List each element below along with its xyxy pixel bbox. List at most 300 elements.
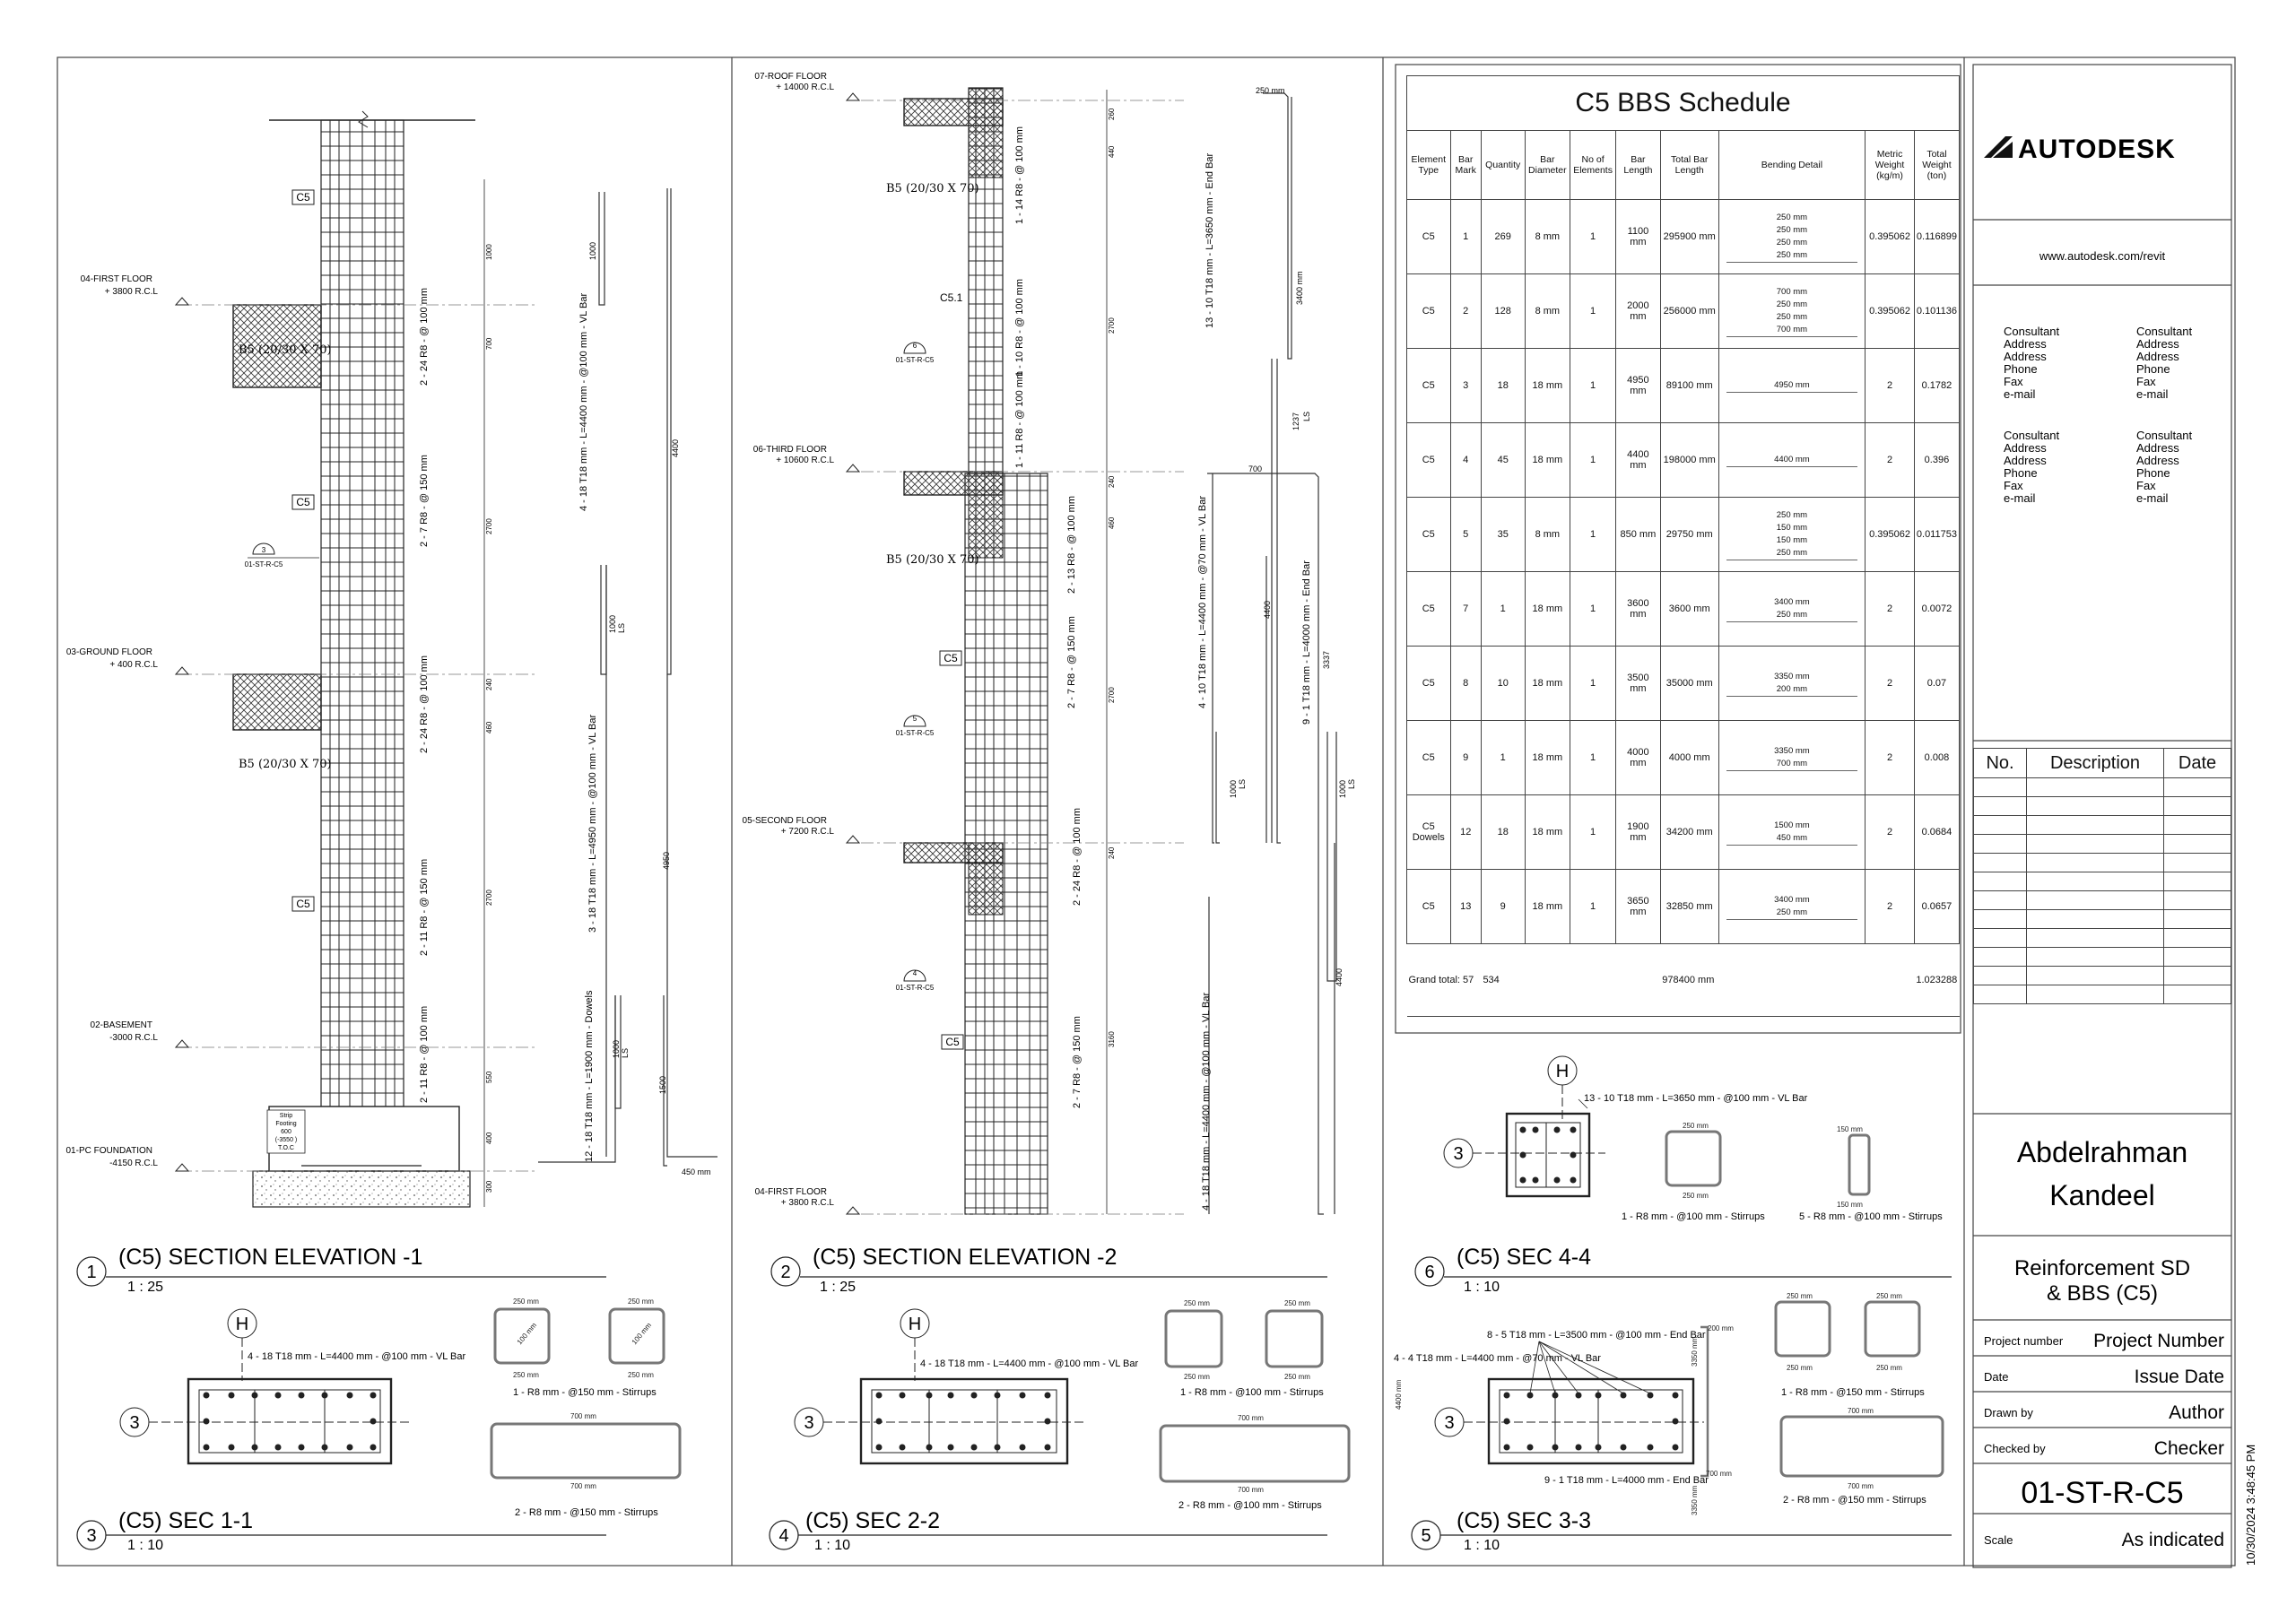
- bbs-title: C5 BBS Schedule: [1407, 76, 1960, 131]
- revision-cell: [1974, 872, 2027, 891]
- bbs-cell-kgm: 2: [1866, 423, 1915, 498]
- footing-note: Strip: [279, 1113, 293, 1119]
- field-value: Issue Date: [2134, 1367, 2224, 1387]
- revision-row: [1974, 929, 2231, 948]
- dimension: 300: [485, 1180, 493, 1193]
- consultant-line: e-mail: [2004, 491, 2036, 505]
- view-number: 4: [778, 1526, 789, 1546]
- bbs-cell-dia: 18 mm: [1525, 572, 1570, 647]
- bend-dimension: 3400 mm: [1774, 596, 1810, 607]
- callout-number: 3: [261, 546, 266, 554]
- stirrup-dim: 700 mm: [570, 1412, 596, 1420]
- bending-detail: [1718, 795, 1866, 870]
- total-qty: 534: [1481, 944, 1525, 1017]
- dimension: 460: [485, 721, 493, 733]
- revision-cell: [2164, 910, 2231, 929]
- section-bar-callout: 4 - 18 T18 mm - L=4400 mm - @100 mm - VL Bar: [248, 1351, 466, 1362]
- stirrup-dim: 200 mm: [1708, 1324, 1734, 1332]
- bend-dimension: 250 mm: [1776, 609, 1808, 620]
- level-label: 01-PC FOUNDATION: [65, 1146, 152, 1156]
- dimension: 2700: [485, 518, 493, 534]
- stirrup-callout: 5 - R8 mm - @100 mm - Stirrups: [1799, 1211, 1943, 1222]
- stirrup-dim: 250 mm: [1284, 1299, 1310, 1307]
- revision-cell: [2164, 948, 2231, 967]
- dimension: 240: [485, 678, 493, 690]
- bar-dim: 1000: [608, 614, 617, 633]
- revision-row: [1974, 891, 2231, 910]
- revision-cell: [2027, 854, 2164, 872]
- bend-dimension: 700 mm: [1776, 286, 1808, 297]
- stirrup-label: 2 - 13 R8 - @ 100 mm: [1066, 496, 1077, 594]
- revision-cell: [1974, 816, 2027, 835]
- stirrup-dim: 4400 mm: [1395, 1379, 1403, 1410]
- field-value: Project Number: [2093, 1331, 2224, 1351]
- consultant-line: Phone: [2004, 466, 2038, 480]
- revision-row: [1974, 854, 2231, 872]
- dimension: 2700: [1108, 317, 1116, 334]
- bbs-cell-type: C5 Dowels: [1407, 795, 1451, 870]
- bbs-cell-n: 1: [1570, 647, 1616, 721]
- consultant-line: Consultant: [2004, 325, 2060, 338]
- level-elevation: + 14000 R.C.L: [776, 82, 834, 92]
- revision-cell: [2164, 929, 2231, 948]
- beam-tag: B5 (20/30 X 70): [239, 758, 332, 771]
- bbs-cell-qty: 1: [1481, 572, 1525, 647]
- bbs-cell-qty: 18: [1481, 795, 1525, 870]
- bar-dim: 250 mm: [1256, 86, 1285, 95]
- view-title: (C5) SEC 2-2: [805, 1508, 941, 1533]
- beam-tag: B5 (20/30 X 70): [886, 182, 979, 195]
- bbs-cell-mark: 12: [1450, 795, 1481, 870]
- bbs-cell-qty: 35: [1481, 498, 1525, 572]
- bbs-cell-ton: 0.116899: [1914, 200, 1959, 274]
- bbs-cell-qty: 45: [1481, 423, 1525, 498]
- stirrup-label: 2 - 7 R8 - @ 150 mm: [1072, 1016, 1083, 1108]
- col-quantity: Quantity: [1481, 131, 1525, 200]
- consultant-line: Fax: [2004, 375, 2023, 388]
- bend-dimension: 1500 mm: [1774, 820, 1810, 830]
- bar-dim: 3400 mm: [1295, 271, 1304, 305]
- view-number: 2: [780, 1263, 791, 1282]
- bbs-cell-kgm: 2: [1866, 572, 1915, 647]
- stirrup-label: 2 - 24 R8 - @ 100 mm: [419, 655, 430, 753]
- sheet-name: Reinforcement SD & BBS (C5): [2013, 1256, 2191, 1306]
- bbs-cell-ton: 0.0657: [1914, 870, 1959, 944]
- revision-row: [1974, 967, 2231, 985]
- view-title: (C5) SECTION ELEVATION -1: [118, 1245, 423, 1270]
- col-bar-diameter: Bar Diameter: [1525, 131, 1570, 200]
- bar-dim: 1000: [588, 241, 597, 260]
- column-tag: C5: [296, 898, 310, 910]
- revision-cell: [2027, 872, 2164, 891]
- column-tag: C5.1: [940, 291, 963, 304]
- grid-tag: H: [1555, 1062, 1570, 1081]
- stirrup-callout: 1 - R8 mm - @100 mm - Stirrups: [1622, 1211, 1765, 1222]
- bend-dimension: 250 mm: [1776, 224, 1808, 235]
- field-label: Drawn by: [1984, 1406, 2033, 1419]
- bbs-cell-len: 3600 mm: [1616, 572, 1661, 647]
- bend-dimension: 4950 mm: [1774, 379, 1810, 390]
- bend-dimension: 700 mm: [1776, 324, 1808, 334]
- stirrup-label: 1 - 11 R8 - @ 100 mm: [1014, 370, 1025, 468]
- dimension: 460: [1108, 516, 1116, 529]
- col-bending-detail: Bending Detail: [1718, 131, 1866, 200]
- rev-col-date: Date: [2164, 749, 2231, 778]
- callout-sheet: 01-ST-R-C5: [895, 984, 935, 992]
- consultant-line: Address: [2136, 441, 2179, 455]
- bbs-cell-kgm: 2: [1866, 795, 1915, 870]
- bbs-cell-len: 4000 mm: [1616, 721, 1661, 795]
- view-number: 3: [86, 1526, 97, 1546]
- section-bar-callout: 4 - 4 T18 mm - L=4400 mm - @70 mm - VL Bar: [1394, 1353, 1601, 1364]
- bbs-cell-len: 3650 mm: [1616, 870, 1661, 944]
- bend-dimension: 3350 mm: [1774, 745, 1810, 756]
- bar-dim: LS: [617, 622, 626, 633]
- stirrup-label: 2 - 11 R8 - @ 100 mm: [419, 1005, 430, 1103]
- view-number: 1: [86, 1263, 97, 1282]
- revision-cell: [2027, 816, 2164, 835]
- bbs-cell-len: 1100 mm: [1616, 200, 1661, 274]
- bending-detail: [1718, 200, 1866, 274]
- level-elevation: + 400 R.C.L: [109, 660, 158, 670]
- stirrup-dim: 100 mm: [515, 1321, 539, 1347]
- bbs-cell-tot: 89100 mm: [1660, 349, 1718, 423]
- grid-tag: H: [908, 1315, 922, 1334]
- bend-dimension: 4400 mm: [1774, 454, 1810, 464]
- rev-col-no: No.: [1974, 749, 2027, 778]
- bar-callout: 3 - 18 T18 mm - L=4950 mm - @100 mm - VL Bar: [587, 714, 598, 933]
- stirrup-label: 2 - 7 R8 - @ 150 mm: [419, 455, 430, 547]
- revision-cell: [2164, 797, 2231, 816]
- bending-detail: [1718, 423, 1866, 498]
- callout-number: 4: [912, 969, 918, 977]
- footing-note: T.O.C: [278, 1145, 294, 1151]
- stirrup-dim: 700 mm: [1848, 1482, 1874, 1490]
- bar-callout: 13 - 10 T18 mm - L=3650 mm - End Bar: [1205, 152, 1215, 328]
- bbs-cell-dia: 8 mm: [1525, 498, 1570, 572]
- bbs-cell-dia: 18 mm: [1525, 647, 1570, 721]
- revision-row: [1974, 816, 2231, 835]
- dimension: 240: [1108, 475, 1116, 488]
- bar-callout: 4 - 18 T18 mm - L=4400 mm - @100 mm - VL Bar: [578, 292, 589, 511]
- stirrup-dim: 150 mm: [1837, 1201, 1863, 1209]
- bending-detail: [1718, 572, 1866, 647]
- level-label: 05-SECOND FLOOR: [742, 816, 827, 826]
- bbs-row: [1407, 200, 1960, 274]
- bar-callout: 9 - 1 T18 mm - L=4000 mm - End Bar: [1301, 560, 1312, 725]
- col-total-weight: Total Weight (ton): [1914, 131, 1959, 200]
- bbs-cell-tot: 198000 mm: [1660, 423, 1718, 498]
- bbs-cell-mark: 4: [1450, 423, 1481, 498]
- revision-cell: [2027, 778, 2164, 797]
- level-elevation: + 3800 R.C.L: [104, 287, 158, 297]
- revision-cell: [2164, 778, 2231, 797]
- footing-note: Footing: [275, 1121, 297, 1127]
- consultant-line: Consultant: [2004, 429, 2060, 442]
- bar-dim: 4950: [662, 851, 671, 870]
- bar-dim: 1500: [658, 1075, 667, 1094]
- bending-detail: [1718, 647, 1866, 721]
- callout-sheet: 01-ST-R-C5: [895, 356, 935, 364]
- beam-tag: B5 (20/30 X 70): [239, 343, 332, 357]
- stirrup-callout: 2 - R8 mm - @150 mm - Stirrups: [515, 1507, 658, 1518]
- bending-detail: [1718, 274, 1866, 349]
- bending-detail: [1718, 349, 1866, 423]
- stirrup-dim: 700 mm: [1848, 1407, 1874, 1415]
- bbs-cell-qty: 10: [1481, 647, 1525, 721]
- bend-dimension: 200 mm: [1776, 683, 1808, 694]
- stirrup-dim: 700 mm: [1706, 1470, 1732, 1478]
- bbs-schedule-table: [1406, 75, 1960, 1017]
- bbs-cell-ton: 0.396: [1914, 423, 1959, 498]
- stirrup-dim: 250 mm: [1184, 1373, 1210, 1381]
- revision-cell: [2164, 854, 2231, 872]
- bend-dimension: 150 mm: [1776, 534, 1808, 545]
- bbs-cell-dia: 18 mm: [1525, 795, 1570, 870]
- stirrup-label: 2 - 24 R8 - @ 100 mm: [1072, 808, 1083, 906]
- level-label: 04-FIRST FLOOR: [754, 1187, 827, 1197]
- bbs-cell-tot: 3600 mm: [1660, 572, 1718, 647]
- revision-cell: [2027, 948, 2164, 967]
- bbs-cell-ton: 0.0072: [1914, 572, 1959, 647]
- revision-cell: [2164, 835, 2231, 854]
- bend-dimension: 3400 mm: [1774, 894, 1810, 905]
- bar-dim: LS: [1302, 411, 1311, 421]
- stirrup-dim: 150 mm: [1837, 1125, 1863, 1133]
- view-scale: 1 : 10: [1464, 1538, 1500, 1553]
- bbs-cell-ton: 0.011753: [1914, 498, 1959, 572]
- bbs-cell-dia: 8 mm: [1525, 200, 1570, 274]
- stirrup-dim: 3350 mm: [1691, 1336, 1699, 1367]
- stirrup-dim: 700 mm: [1238, 1414, 1264, 1422]
- consultant-line: Consultant: [2136, 325, 2193, 338]
- bbs-cell-mark: 9: [1450, 721, 1481, 795]
- revision-cell: [1974, 929, 2027, 948]
- level-elevation: + 3800 R.C.L: [780, 1198, 834, 1208]
- view-scale: 1 : 25: [820, 1280, 857, 1295]
- bbs-cell-kgm: 2: [1866, 647, 1915, 721]
- bbs-cell-kgm: 0.395062: [1866, 200, 1915, 274]
- bbs-row: [1407, 423, 1960, 498]
- bar-dim: 1237: [1292, 412, 1300, 430]
- level-elevation: -4150 R.C.L: [109, 1159, 158, 1168]
- revision-cell: [1974, 778, 2027, 797]
- bbs-cell-n: 1: [1570, 870, 1616, 944]
- dimension: 440: [1108, 145, 1116, 158]
- bend-dimension: 250 mm: [1776, 237, 1808, 247]
- bbs-cell-type: C5: [1407, 274, 1451, 349]
- bar-dim: 1000: [1338, 779, 1347, 798]
- revision-cell: [1974, 797, 2027, 816]
- callout-number: 5: [912, 715, 918, 723]
- revision-row: [1974, 910, 2231, 929]
- bending-detail: [1718, 721, 1866, 795]
- bbs-cell-ton: 0.07: [1914, 647, 1959, 721]
- bbs-cell-tot: 295900 mm: [1660, 200, 1718, 274]
- bend-dimension: 250 mm: [1776, 547, 1808, 558]
- bbs-cell-ton: 0.101136: [1914, 274, 1959, 349]
- bbs-cell-kgm: 2: [1866, 870, 1915, 944]
- bbs-cell-tot: 32850 mm: [1660, 870, 1718, 944]
- level-label: 03-GROUND FLOOR: [65, 647, 152, 657]
- bbs-cell-mark: 8: [1450, 647, 1481, 721]
- dimension: 3160: [1108, 1031, 1116, 1047]
- stirrup-dim: 3350 mm: [1691, 1485, 1699, 1515]
- bbs-cell-dia: 18 mm: [1525, 870, 1570, 944]
- revision-row: [1974, 948, 2231, 967]
- bar-dim: 450 mm: [682, 1167, 711, 1176]
- field-label: Date: [1984, 1370, 2009, 1384]
- level-label: 04-FIRST FLOOR: [80, 274, 152, 284]
- bbs-cell-len: 2000 mm: [1616, 274, 1661, 349]
- stirrup-dim: 250 mm: [513, 1371, 539, 1379]
- revision-cell: [2027, 910, 2164, 929]
- consultant-line: Fax: [2136, 479, 2156, 492]
- consultant-line: Fax: [2004, 479, 2023, 492]
- consultant-line: Address: [2004, 337, 2047, 351]
- revision-row: [1974, 872, 2231, 891]
- stirrup-dim: 700 mm: [570, 1482, 596, 1490]
- bbs-cell-kgm: 0.395062: [1866, 274, 1915, 349]
- consultant-line: Phone: [2004, 362, 2038, 376]
- bbs-row: [1407, 498, 1960, 572]
- bar-dim: 4400: [1263, 600, 1272, 619]
- dimension: 260: [1108, 108, 1116, 120]
- bar-dim: 700: [1248, 464, 1263, 473]
- bbs-cell-len: 850 mm: [1616, 498, 1661, 572]
- bending-detail: [1718, 498, 1866, 572]
- bbs-cell-qty: 128: [1481, 274, 1525, 349]
- consultant-line: Address: [2004, 454, 2047, 467]
- bar-callout: 4 - 18 T18 mm - L=4400 mm - @100 mm - VL Bar: [1201, 992, 1212, 1211]
- bbs-row: [1407, 721, 1960, 795]
- revision-cell: [2164, 985, 2231, 1004]
- callout-sheet: 01-ST-R-C5: [895, 729, 935, 737]
- bar-dim: 1000: [1229, 779, 1238, 798]
- col-metric-weight: Metric Weight (kg/m): [1866, 131, 1915, 200]
- bend-dimension: 450 mm: [1776, 832, 1808, 843]
- bbs-cell-n: 1: [1570, 423, 1616, 498]
- callout-number: 6: [912, 342, 918, 350]
- field-label: Scale: [1984, 1533, 2013, 1547]
- bbs-cell-mark: 5: [1450, 498, 1481, 572]
- beam-tag: B5 (20/30 X 70): [886, 553, 979, 567]
- bend-dimension: 250 mm: [1776, 311, 1808, 322]
- stirrup-dim: 250 mm: [1284, 1373, 1310, 1381]
- stirrup-dim: 250 mm: [1683, 1122, 1709, 1130]
- bbs-row: [1407, 274, 1960, 349]
- section-bar-callout: 9 - 1 T18 mm - L=4000 mm - End Bar: [1544, 1475, 1709, 1486]
- dimension: 2700: [1108, 687, 1116, 703]
- bbs-cell-qty: 1: [1481, 721, 1525, 795]
- bbs-cell-dia: 8 mm: [1525, 274, 1570, 349]
- bbs-cell-dia: 18 mm: [1525, 423, 1570, 498]
- stirrup-dim: 250 mm: [1876, 1364, 1902, 1372]
- field-value: As indicated: [2121, 1530, 2224, 1550]
- bbs-cell-type: C5: [1407, 572, 1451, 647]
- stirrup-callout: 1 - R8 mm - @100 mm - Stirrups: [1180, 1387, 1324, 1398]
- col-element-type: Element Type: [1407, 131, 1451, 200]
- stirrup-callout: 2 - R8 mm - @100 mm - Stirrups: [1178, 1500, 1322, 1511]
- dimension: 240: [1108, 846, 1116, 859]
- revision-cell: [2027, 967, 2164, 985]
- section-bar-callout: 13 - 10 T18 mm - L=3650 mm - @100 mm - VL Bar: [1584, 1093, 1808, 1104]
- view-title: (C5) SEC 3-3: [1457, 1508, 1592, 1533]
- level-label: 06-THIRD FLOOR: [752, 445, 827, 455]
- stirrup-label: 1 - 10 R8 - @ 100 mm: [1014, 279, 1025, 377]
- consultant-line: Fax: [2136, 375, 2156, 388]
- bbs-cell-mark: 7: [1450, 572, 1481, 647]
- sheet-number: 01-ST-R-C5: [2021, 1476, 2184, 1510]
- stirrup-label: 2 - 24 R8 - @ 100 mm: [419, 288, 430, 386]
- total-length: 978400 mm: [1660, 944, 1718, 1017]
- stirrup-label: 2 - 11 R8 - @ 150 mm: [419, 858, 430, 956]
- author-name: Abdelrahman Kandeel: [2016, 1136, 2188, 1211]
- col-bar-mark: Bar Mark: [1450, 131, 1481, 200]
- revision-cell: [2164, 891, 2231, 910]
- bbs-row: [1407, 572, 1960, 647]
- revision-cell: [1974, 910, 2027, 929]
- consultant-line: e-mail: [2136, 387, 2169, 401]
- revision-cell: [2027, 929, 2164, 948]
- bbs-cell-type: C5: [1407, 647, 1451, 721]
- revision-cell: [1974, 891, 2027, 910]
- level-elevation: + 10600 R.C.L: [776, 456, 834, 465]
- revision-table: [1973, 748, 2231, 1004]
- dimension: 700: [485, 337, 493, 350]
- consultant-line: Address: [2136, 454, 2179, 467]
- revision-cell: [2027, 891, 2164, 910]
- stirrup-callout: 1 - R8 mm - @150 mm - Stirrups: [513, 1387, 657, 1398]
- view-number: 5: [1421, 1526, 1431, 1546]
- stirrup-dim: 250 mm: [628, 1298, 654, 1306]
- bbs-cell-tot: 4000 mm: [1660, 721, 1718, 795]
- revision-cell: [2164, 872, 2231, 891]
- dimension: 1000: [485, 244, 493, 260]
- callout-sheet: 01-ST-R-C5: [244, 560, 283, 568]
- bbs-cell-ton: 0.0684: [1914, 795, 1959, 870]
- grid-number: 3: [129, 1413, 140, 1433]
- revision-cell: [2164, 967, 2231, 985]
- bend-dimension: 250 mm: [1776, 907, 1808, 917]
- bbs-cell-mark: 13: [1450, 870, 1481, 944]
- bend-dimension: 250 mm: [1776, 509, 1808, 520]
- consultant-line: e-mail: [2004, 387, 2036, 401]
- section-bar-callout: 8 - 5 T18 mm - L=3500 mm - @100 mm - End Bar: [1487, 1330, 1706, 1341]
- bar-dim: 3337: [1322, 650, 1331, 669]
- website-link[interactable]: www.autodesk.com/revit: [2039, 249, 2166, 263]
- section-annotations: [248, 1093, 1943, 1518]
- bbs-cell-mark: 1: [1450, 200, 1481, 274]
- bbs-cell-type: C5: [1407, 721, 1451, 795]
- stirrup-label: 2 - 7 R8 - @ 150 mm: [1066, 616, 1077, 708]
- bend-dimension: 150 mm: [1776, 522, 1808, 533]
- bbs-cell-len: 3500 mm: [1616, 647, 1661, 721]
- dimension: 2700: [485, 890, 493, 906]
- bbs-cell-type: C5: [1407, 349, 1451, 423]
- bbs-cell-n: 1: [1570, 274, 1616, 349]
- stirrup-dim: 700 mm: [1238, 1486, 1264, 1494]
- bend-dimension: 700 mm: [1776, 758, 1808, 768]
- level-label: 02-BASEMENT: [90, 1020, 152, 1030]
- bar-dim: 1000: [612, 1039, 621, 1058]
- bbs-cell-n: 1: [1570, 200, 1616, 274]
- field-label: Checked by: [1984, 1442, 2046, 1455]
- consultant-line: Address: [2004, 350, 2047, 363]
- total-label: Grand total: 57: [1407, 944, 1482, 1017]
- column-tag: C5: [296, 191, 310, 204]
- bar-callout: 12 - 18 T18 mm - L=1900 mm - Dowels: [584, 990, 595, 1162]
